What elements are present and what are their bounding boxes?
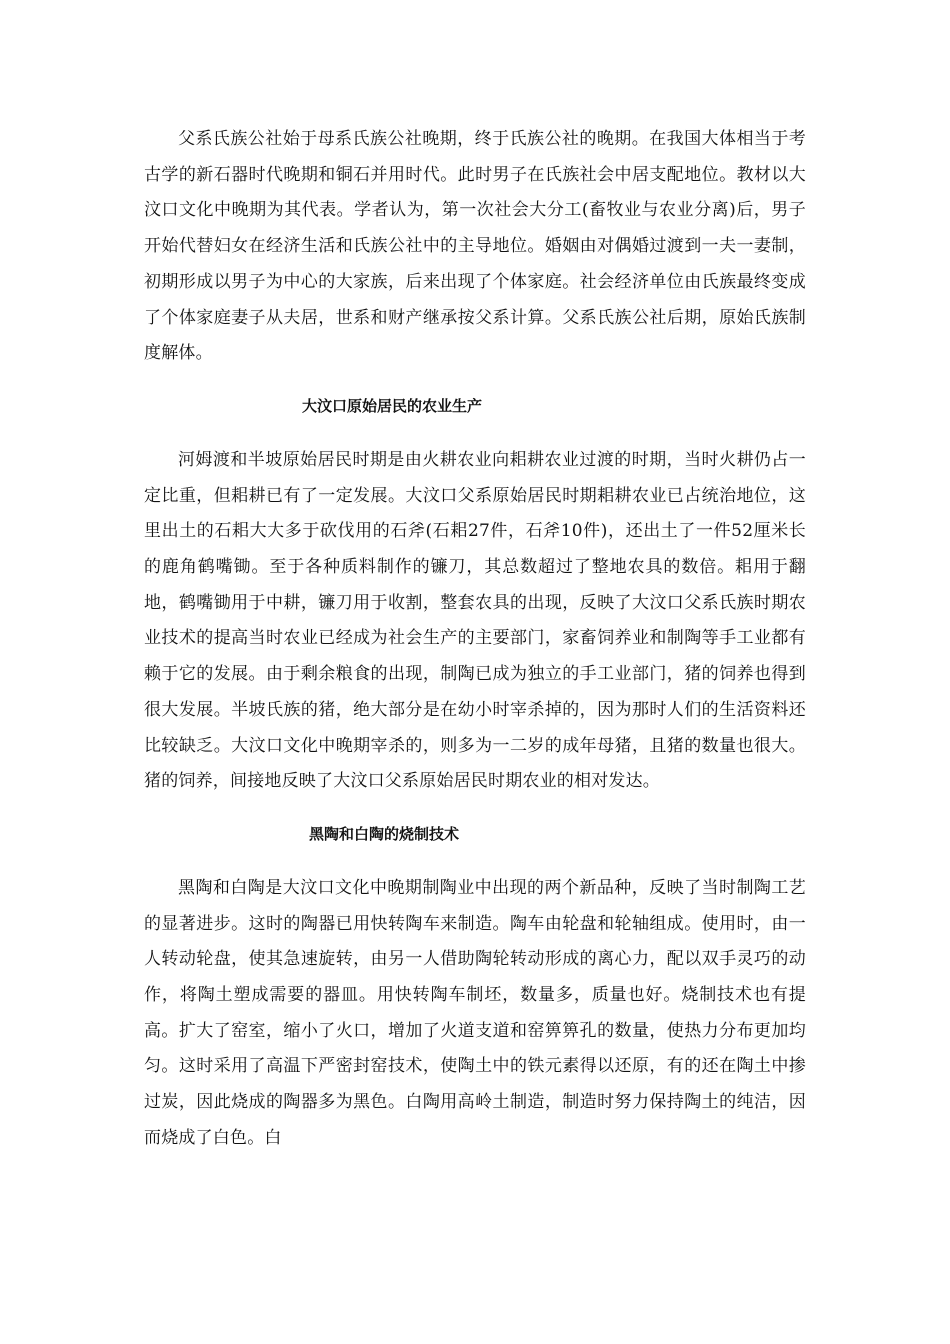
- paragraph-agriculture: 河姆渡和半坡原始居民时期是由火耕农业向耜耕农业过渡的时期，当时火耕仍占一定比重，但耜耕已有了一定发展。大汶口父系原始居民时期耜耕农业已占统治地位，这里出土的石耜大大多于砍伐用的石斧(石耜27件，石斧10件)，还出土了一件52厘米长的鹿角鹤嘴锄。至于各种质料制作的镰刀，其总数超过了整地农具的数倍。耜用于翻地，鹤嘴锄用于中耕，镰刀用于收割，整套农具的出现，反映了大汶口父系氏族时期农业技术的提高当时农业已经成为社会生产的主要部门，家畜饲养业和制陶等手工业都有赖于它的发展。由于剩余粮食的出现，制陶已成为独立的手工业部门，猪的饲养也得到很大发展。半坡氏族的猪，绝大部分是在幼小时宰杀掉的，因为那时人们的生活资料还比较缺乏。大汶口文化中晚期宰杀的，则多为一二岁的成年母猪，且猪的数量也很大。猪的饲养，间接地反映了大汶口父系原始居民时期农业的相对发达。: [144, 449, 806, 792]
- paragraph-patrilineal-commune: 父系氏族公社始于母系氏族公社晚期，终于氏族公社的晚期。在我国大体相当于考古学的新石器时代晚期和铜石并用时代。此时男子在氏族社会中居支配地位。教材以大汶口文化中晚期为其代表。学者认为，第一次社会大分工(畜牧业与农业分离)后，男子开始代替妇女在经济生活和氏族公社中的主导地位。婚姻由对偶婚过渡到一夫一妻制，初期形成以男子为中心的大家族，后来出现了个体家庭。社会经济单位由氏族最终变成了个体家庭妻子从夫居，世系和财产继承按父系计算。父系氏族公社后期，原始氏族制度解体。: [144, 129, 806, 364]
- section-heading-agriculture: 大汶口原始居民的农业生产: [302, 396, 483, 415]
- paragraph-pottery: 黑陶和白陶是大汶口文化中晚期制陶业中出现的两个新品种，反映了当时制陶工艺的显著进步。这时的陶器已用快转陶车来制造。陶车由轮盘和轮轴组成。使用时，由一人转动轮盘，使其急速旋转，由另一人借助陶轮转动形成的离心力，配以双手灵巧的动作，将陶土塑成需要的器皿。用快转陶车制坯，数量多，质量也好。烧制技术也有提高。扩大了窑室，缩小了火口，增加了火道支道和窑箅箅孔的数量，使热力分布更加均匀。这时采用了高温下严密封窑技术，使陶土中的铁元素得以还原，有的还在陶土中掺过炭，因此烧成的陶器多为黑色。白陶用高岭土制造，制造时努力保持陶土的纯洁，因而烧成了白色。白: [144, 877, 806, 1148]
- document-body: [144, 122, 806, 1157]
- section-heading-pottery: 黑陶和白陶的烧制技术: [309, 824, 460, 843]
